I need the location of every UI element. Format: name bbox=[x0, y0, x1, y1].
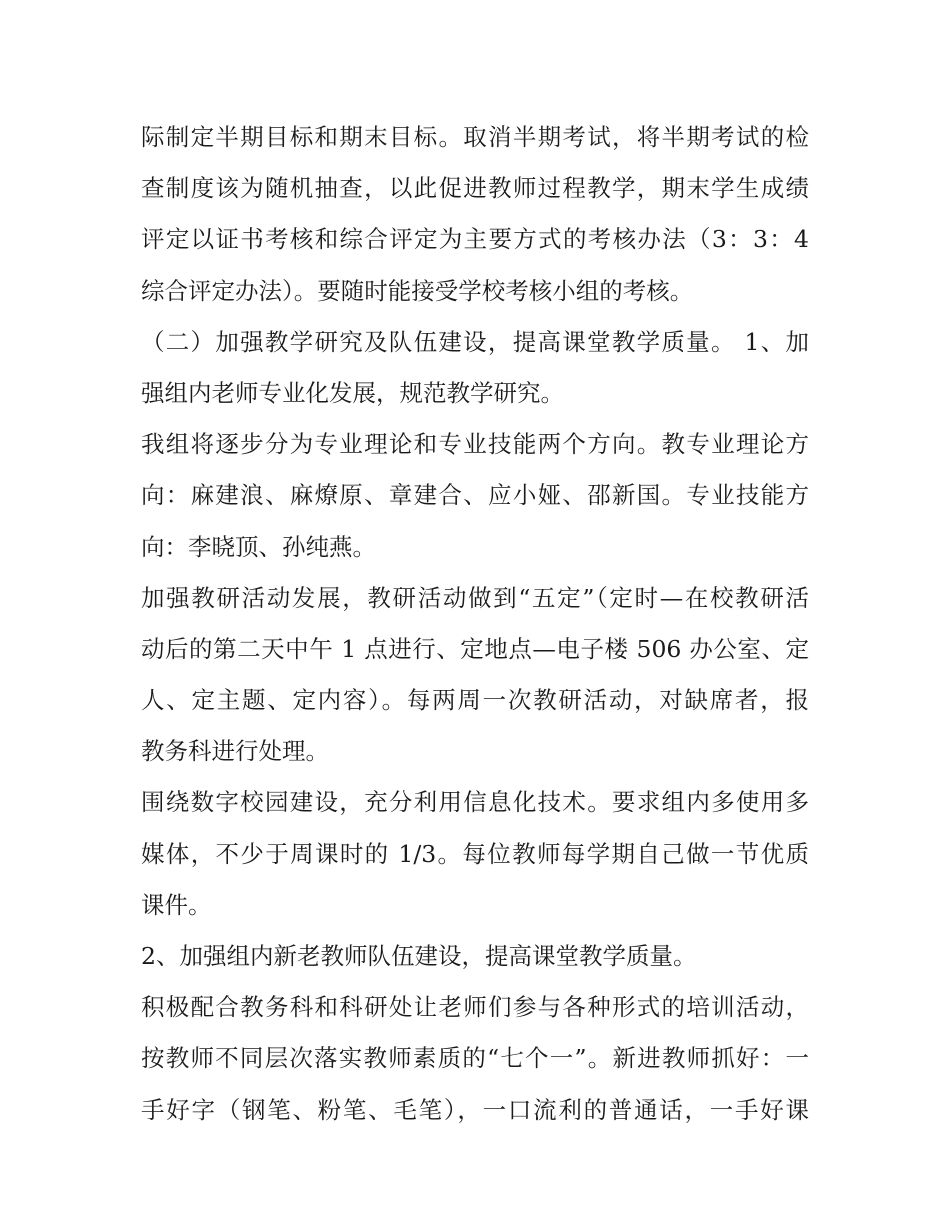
text-line: 2、加强组内新老教师队伍建设，提高课堂教学质量。 bbox=[141, 942, 697, 970]
text-line: 教务科进行处理。 bbox=[141, 737, 329, 766]
text-line: 评定以证书考核和综合评定为主要方式的考核办法（3：3：4 bbox=[141, 225, 809, 254]
text-line: 向：李晓顶、孙纯燕。 bbox=[141, 532, 376, 561]
text-line: 积极配合教务科和科研处让老师们参与各种形式的培训活动， bbox=[141, 993, 809, 1022]
text-line: 向：麻建浪、麻燎原、章建合、应小娅、邵新国。专业技能方 bbox=[141, 481, 809, 510]
text-line: 综合评定办法）。要随时能接受学校考核小组的考核。 bbox=[141, 276, 694, 305]
text-line: 动后的第二天中午 1 点进行、定地点—电子楼 506 办公室、定 bbox=[141, 634, 809, 663]
text-line: 际制定半期目标和期末目标。取消半期考试，将半期考试的检 bbox=[141, 123, 809, 151]
text-line: 手好字（钢笔、粉笔、毛笔），一口流利的普通话，一手好课 bbox=[141, 1095, 809, 1124]
text-line: （二）加强教学研究及队伍建设，提高课堂教学质量。 1、加 bbox=[141, 327, 809, 356]
text-line: 按教师不同层次落实教师素质的“七个一”。新进教师抓好：一 bbox=[141, 1044, 809, 1073]
text-line: 查制度该为随机抽查，以此促进教师过程教学，期末学生成绩 bbox=[141, 174, 809, 203]
text-line: 我组将逐步分为专业理论和专业技能两个方向。教专业理论方 bbox=[141, 430, 809, 459]
text-line: 媒体，不少于周课时的 1/3。每位教师每学期自己做一节优质 bbox=[141, 839, 809, 868]
text-line: 人、定主题、定内容）。每两周一次教研活动，对缺席者，报 bbox=[141, 686, 809, 715]
text-line: 加强教研活动发展，教研活动做到“五定”（定时—在校教研活 bbox=[141, 583, 809, 612]
text-line: 强组内老师专业化发展，规范教学研究。 bbox=[141, 378, 564, 407]
text-line: 课件。 bbox=[141, 890, 212, 919]
text-line: 围绕数字校园建设，充分利用信息化技术。要求组内多使用多 bbox=[141, 788, 809, 817]
body-text bbox=[141, 112, 809, 1136]
